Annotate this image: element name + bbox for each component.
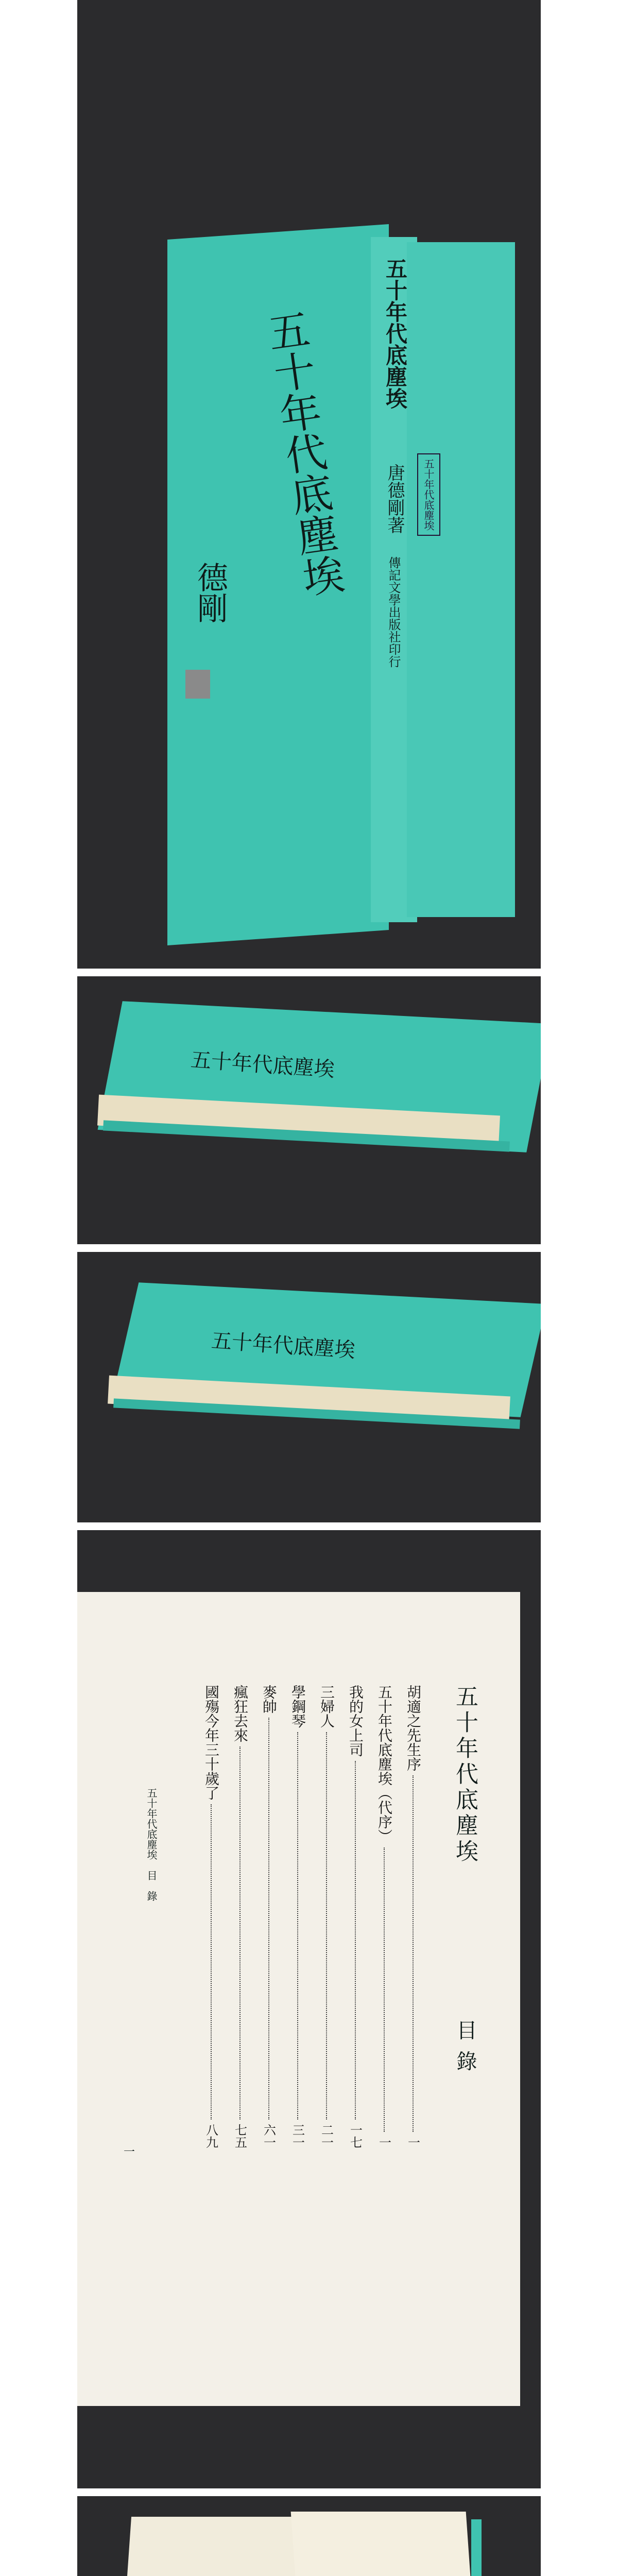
entry-label: 五十年代底塵埃（代序） (376, 1685, 393, 1843)
contents-entry (226, 1685, 254, 2148)
entry-page: 一 (405, 2136, 420, 2148)
photo-contents-page (77, 1530, 541, 2488)
contents-entry (399, 1685, 427, 2148)
entry-label: 我的女上司 (347, 1685, 364, 1757)
entry-leader (297, 1732, 298, 2120)
entry-label: 學鋼琴 (289, 1685, 306, 1728)
entry-label: 三婦人 (318, 1685, 335, 1728)
contents-heading: 目錄 (453, 2020, 477, 2081)
entry-page: 七五 (232, 2124, 247, 2148)
contents-entry (370, 1685, 399, 2148)
contents-entry (283, 1685, 312, 2148)
back-calligraphy-title: 五十年代底塵埃 (259, 307, 347, 600)
open-book-left-page (116, 2517, 306, 2576)
side-title-2: 五十年代底塵埃 (210, 1329, 356, 1363)
entry-page: 六一 (261, 2124, 276, 2148)
back-signature: 德剛 (192, 562, 228, 623)
photo-side-view-2 (77, 1252, 541, 1522)
photo-spine-view (77, 0, 541, 969)
entry-page: 一 (376, 2136, 391, 2148)
contents-entry (312, 1685, 341, 2148)
photo-side-view-1 (77, 976, 541, 1244)
entry-label: 胡適之先生序 (405, 1685, 422, 1771)
entry-leader (355, 1761, 356, 2120)
entry-leader (384, 1848, 385, 2132)
entry-leader (239, 1747, 241, 2120)
photo-open-book-1 (77, 2496, 541, 2576)
contents-list (180, 1685, 427, 2148)
contents-entry (254, 1685, 283, 2148)
spine-publisher: 傳記文學出版社印行 (386, 556, 401, 668)
contents-footer: 五十年代底塵埃 目 錄 (145, 1788, 158, 1901)
entry-leader (268, 1718, 269, 2120)
spine-box-label: 五十年代底塵埃 (417, 453, 440, 536)
entry-page: 三一 (290, 2124, 305, 2148)
entry-page: 二一 (319, 2124, 334, 2148)
book-cover-front (407, 242, 515, 917)
open-book-right-page (291, 2512, 482, 2576)
seal-stamp-back (185, 670, 210, 699)
contents-entry (197, 1685, 226, 2148)
entry-page: 一七 (348, 2124, 363, 2148)
entry-label: 瘋狂去來 (232, 1685, 249, 1742)
entry-leader (211, 1804, 212, 2120)
open-book-cover-edge (471, 2519, 482, 2576)
entry-leader (326, 1732, 327, 2120)
entry-leader (413, 1775, 414, 2132)
spine-title: 五十年代底塵埃 (383, 258, 408, 409)
spine-author: 唐德剛著 (384, 464, 405, 534)
contents-entry (341, 1685, 370, 2148)
contents-title: 五十年代底塵埃 (452, 1685, 478, 1865)
contents-page-number: 一 (124, 2146, 135, 2159)
side-title-1: 五十年代底塵埃 (190, 1048, 336, 1082)
entry-label: 國殤今年三十歲了 (203, 1685, 220, 1800)
entry-page: 八九 (203, 2124, 218, 2148)
entry-label: 麥帥 (261, 1685, 278, 1714)
